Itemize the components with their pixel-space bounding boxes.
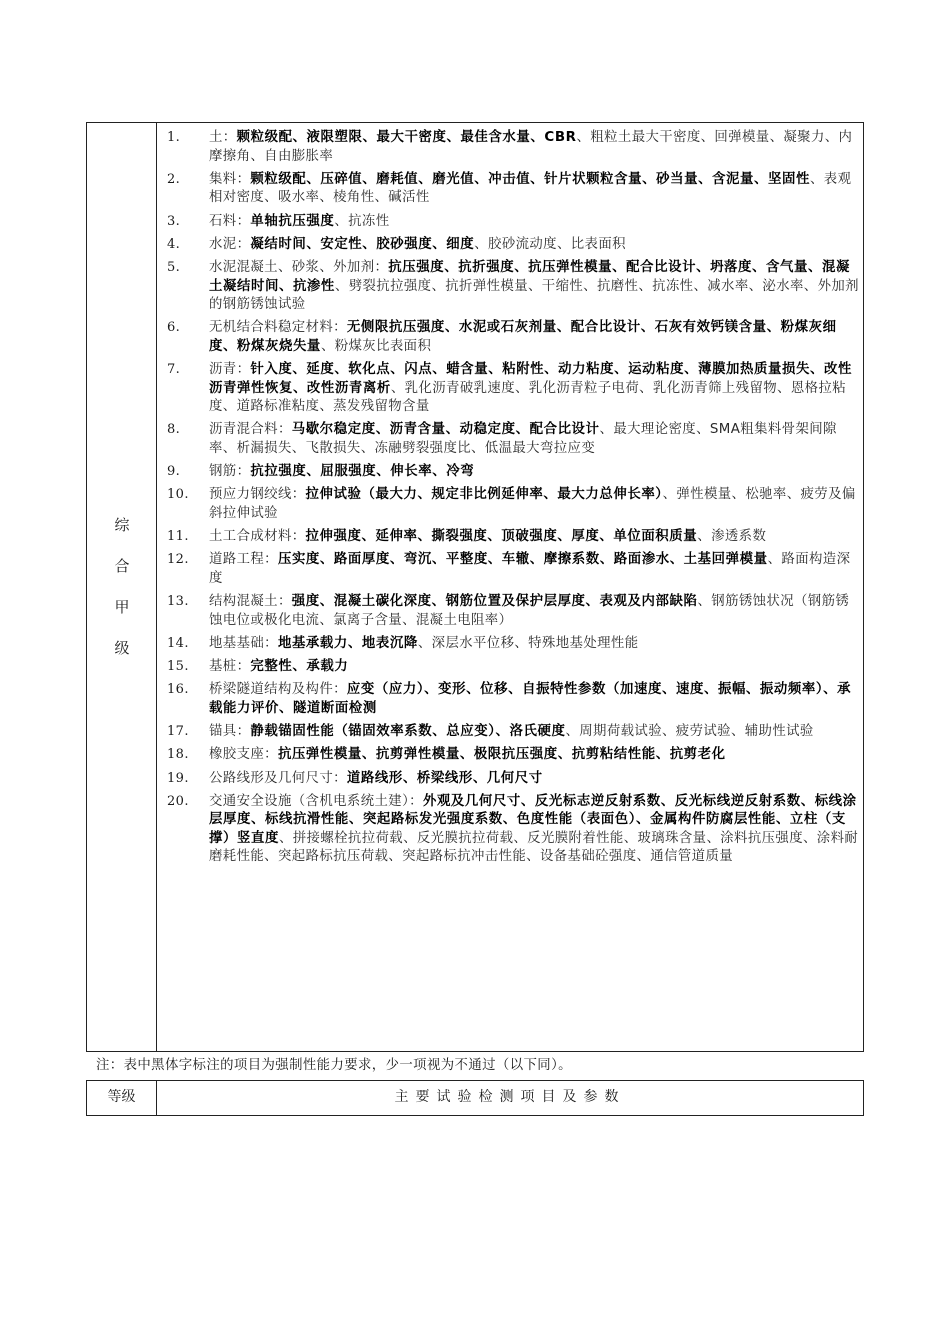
item-label: 基桩： xyxy=(209,659,251,675)
item-mandatory-params: 颗粒级配、压碎值、磨耗值、磨光值、冲击值、针片状颗粒含量、砂当量、含泥量、坚固性 xyxy=(250,171,810,187)
item-mandatory-params: 完整性、承载力 xyxy=(250,659,349,675)
item-optional-params: 、拼接螺栓抗拉荷载、反光膜抗拉荷载、反光膜附着性能、玻璃珠含量、涂料抗压强度、涂料耐磨耗性能、突起路标抗压荷载、突起路标抗冲击性能、设备基础砼强度、通信管道质量 xyxy=(209,830,859,865)
item-number: 20. xyxy=(167,793,189,809)
items-list xyxy=(159,129,859,872)
item-label: 钢筋： xyxy=(209,464,251,480)
item-mandatory-params: 静载锚固性能（锚固效率系数、总应变）、洛氏硬度 xyxy=(250,724,566,740)
item-mandatory-params: 拉伸强度、延伸率、撕裂强度、顶破强度、厚度、单位面积质量 xyxy=(305,529,698,545)
item-label: 橡胶支座： xyxy=(209,747,278,763)
item-mandatory-params: 应变（应力）、变形、位移、自振特性参数（加速度、速度、振幅、振动频率）、承载能力评价、隧道断面检测 xyxy=(209,682,852,716)
list-item xyxy=(159,213,859,232)
grade-char: 综 xyxy=(114,516,130,534)
item-number: 7. xyxy=(167,362,181,378)
item-label: 公路线形及几何尺寸： xyxy=(209,770,347,786)
item-number: 8. xyxy=(167,422,181,438)
grade-char: 级 xyxy=(114,639,130,657)
list-item xyxy=(159,746,859,765)
item-optional-params: 、乳化沥青破乳速度、乳化沥青粒子电荷、乳化沥青筛上残留物、恩格拉粘度、道路标准粘度、蒸发残留物含量 xyxy=(209,380,846,415)
item-mandatory-params: 颗粒级配、液限塑限、最大干密度、最佳含水量、CBR xyxy=(236,130,577,145)
item-label: 桥梁隧道结构及构件： xyxy=(209,682,347,698)
item-mandatory-params: 马歇尔稳定度、沥青含量、动稳定度、配合比设计 xyxy=(291,422,600,438)
item-optional-params: 、渗透系数 xyxy=(697,529,767,545)
grade-column xyxy=(87,123,157,1051)
item-mandatory-params: 道路线形、桥梁线形、几何尺寸 xyxy=(346,770,543,786)
item-number: 12. xyxy=(167,552,189,568)
item-mandatory-params: 抗拉强度、屈服强度、伸长率、冷弯 xyxy=(250,464,475,480)
item-mandatory-params: 强度、混凝土碳化深度、钢筋位置及保护层厚度、表观及内部缺陷 xyxy=(291,594,698,610)
list-item xyxy=(159,236,859,255)
list-item xyxy=(159,551,859,588)
item-number: 11. xyxy=(167,529,189,545)
item-label: 锚具： xyxy=(209,724,251,740)
item-number: 6. xyxy=(167,320,181,336)
item-number: 3. xyxy=(167,213,181,229)
item-number: 17. xyxy=(167,724,189,740)
item-number: 4. xyxy=(167,236,181,252)
list-item xyxy=(159,463,859,482)
item-optional-params: 、粉煤灰比表面积 xyxy=(320,338,432,354)
item-label: 道路工程： xyxy=(209,552,278,568)
item-mandatory-params: 针入度、延度、软化点、闪点、蜡含量、粘附性、动力粘度、运动粘度、薄膜加热质量损失、改性沥青弹性恢复、改性沥青离析 xyxy=(209,362,852,396)
grade-label xyxy=(87,505,157,669)
item-mandatory-params: 压实度、路面厚度、弯沉、平整度、车辙、摩擦系数、路面渗水、土基回弹模量 xyxy=(277,552,768,568)
table-footer-row xyxy=(86,1080,864,1116)
item-optional-params: 、劈裂抗拉强度、抗折弹性模量、干缩性、抗磨性、抗冻性、减水率、泌水率、外加剂的钢筋锈蚀试验 xyxy=(209,278,859,313)
list-item xyxy=(159,486,859,523)
list-item xyxy=(159,319,859,356)
item-mandatory-params: 单轴抗压强度 xyxy=(250,213,335,229)
item-optional-params: 、路面构造深度 xyxy=(209,552,851,586)
grade-header: 等级 xyxy=(87,1081,157,1115)
item-mandatory-params: 无侧限抗压强度、水泥或石灰剂量、配合比设计、石灰有效钙镁含量、粉煤灰细度、粉煤灰烧失量 xyxy=(209,320,837,354)
item-optional-params: 、周期荷载试验、疲劳试验、辅助性试验 xyxy=(565,724,814,740)
item-label: 预应力钢绞线： xyxy=(209,487,306,503)
item-label: 水泥混凝土、砂浆、外加剂： xyxy=(209,259,389,275)
list-item xyxy=(159,793,859,867)
item-optional-params: 、钢筋锈蚀状况（钢筋锈蚀电位或极化电流、氯离子含量、混凝土电阻率） xyxy=(209,594,850,628)
item-label: 沥青混合料： xyxy=(209,422,292,438)
grade-char: 合 xyxy=(114,557,130,575)
item-label: 石料： xyxy=(209,213,251,229)
item-number: 13. xyxy=(167,594,189,610)
item-number: 10. xyxy=(167,487,189,503)
item-number: 16. xyxy=(167,682,189,698)
item-label: 水泥： xyxy=(209,236,251,252)
item-optional-params: 、抗冻性 xyxy=(334,213,390,229)
item-mandatory-params: 地基承载力、地表沉降 xyxy=(277,635,418,651)
item-optional-params: 、深层水平位移、特殊地基处理性能 xyxy=(417,635,639,651)
list-item xyxy=(159,635,859,654)
list-item xyxy=(159,129,859,166)
capability-table xyxy=(86,122,864,1052)
item-mandatory-params: 拉伸试验（最大力、规定非比例延伸率、最大力总伸长率） xyxy=(305,487,663,503)
item-number: 15. xyxy=(167,659,189,675)
item-number: 19. xyxy=(167,770,189,786)
item-number: 1. xyxy=(167,130,181,145)
list-item xyxy=(159,593,859,630)
item-mandatory-params: 凝结时间、安定性、胶砂强度、细度 xyxy=(250,236,475,252)
table-note: 注：表中黑体字标注的项目为强制性能力要求，少一项视为不通过（以下同）。 xyxy=(96,1058,572,1073)
item-optional-params: 、表观相对密度、吸水率、棱角性、碱活性 xyxy=(209,171,852,206)
item-optional-params: 、弹性模量、松驰率、疲劳及偏斜拉伸试验 xyxy=(209,487,856,522)
list-item xyxy=(159,770,859,789)
items-header: 主要试验检测项目及参数 xyxy=(394,1089,626,1105)
item-optional-params: 、粗粒土最大干密度、回弹模量、凝聚力、内摩擦角、自由膨胀率 xyxy=(209,130,853,164)
list-item xyxy=(159,681,859,718)
item-number: 2. xyxy=(167,171,181,187)
list-item xyxy=(159,723,859,742)
item-label: 集料： xyxy=(209,171,251,187)
item-number: 18. xyxy=(167,747,189,763)
list-item xyxy=(159,171,859,208)
list-item xyxy=(159,361,859,417)
item-label: 结构混凝土： xyxy=(209,594,292,610)
list-item xyxy=(159,658,859,677)
list-item xyxy=(159,259,859,315)
item-number: 14. xyxy=(167,635,189,651)
item-label: 土工合成材料： xyxy=(209,529,306,545)
list-item xyxy=(159,421,859,458)
item-optional-params: 、胶砂流动度、比表面积 xyxy=(474,236,626,252)
item-mandatory-params: 外观及几何尺寸、反光标志逆反射系数、反光标线逆反射系数、标线涂层厚度、标线抗滑性能、突起路标发光强度系数、色度性能（表面色）、金属构件防腐层性能、立柱（支撑）竖直度 xyxy=(209,793,857,846)
item-label: 土： xyxy=(209,130,237,145)
grade-char: 甲 xyxy=(114,598,130,616)
item-optional-params: 、最大理论密度、SMA粗集料骨架间隙率、析漏损失、飞散损失、冻融劈裂强度比、低温最大弯拉应变 xyxy=(209,422,837,457)
item-number: 5. xyxy=(167,259,181,275)
list-item xyxy=(159,528,859,547)
item-mandatory-params: 抗压弹性模量、抗剪弹性模量、极限抗压强度、抗剪粘结性能、抗剪老化 xyxy=(277,747,726,763)
item-label: 无机结合料稳定材料： xyxy=(209,320,347,336)
item-label: 沥青： xyxy=(209,362,251,378)
item-label: 交通安全设施（含机电系统土建）： xyxy=(209,793,423,809)
item-number: 9. xyxy=(167,464,181,480)
item-label: 地基基础： xyxy=(209,635,278,651)
item-mandatory-params: 抗压强度、抗折强度、抗压弹性模量、配合比设计、坍落度、含气量、混凝土凝结时间、抗渗性 xyxy=(209,259,850,294)
